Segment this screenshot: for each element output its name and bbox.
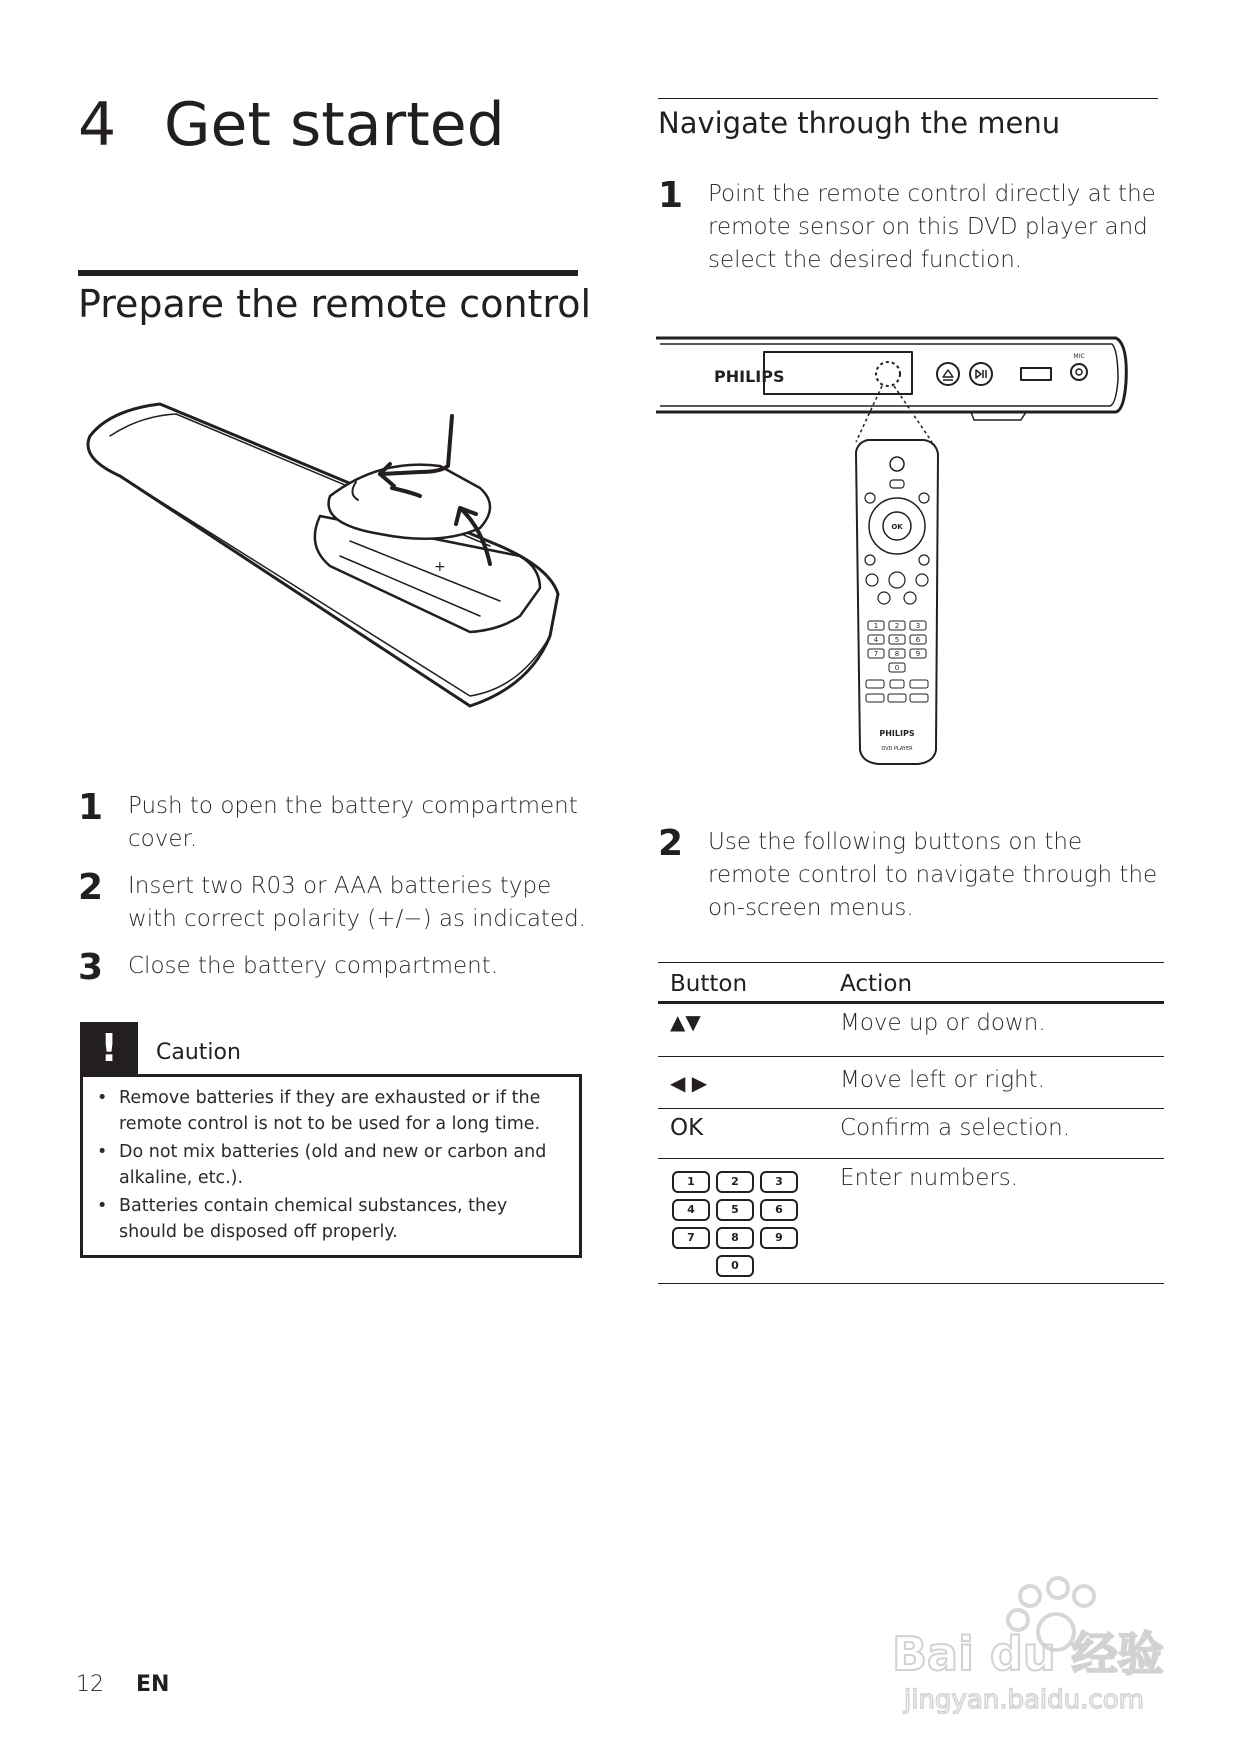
step-text: Push to open the battery compartment cover. [128,793,578,852]
remote-sensor-icon [876,362,900,386]
step-number: 1 [78,787,104,828]
number-key: 2 [716,1171,754,1193]
remote-key-label: 1 [873,622,879,630]
number-key: 3 [760,1171,798,1193]
remote-zoom-key [866,694,884,702]
caution-bullet-text: Do not mix batteries (old and new or carbon and alkaline, etc.). [119,1142,547,1188]
step-number: 3 [78,947,104,988]
remote-usb-icon [878,592,890,604]
remote-subtitle-key [866,680,884,688]
remote-vocal-key [888,694,906,702]
remote-eject-icon [890,480,904,488]
number-keypad-icon [670,1165,816,1277]
number-key: 6 [760,1199,798,1221]
nav-step-1 [658,175,1158,277]
chapter-number: 4 [78,90,117,160]
step-3 [78,947,588,988]
bullet-dot-icon: • [97,1088,108,1108]
step-1 [78,787,588,856]
remote-key-label: 8 [894,650,900,658]
remote-outline [856,440,938,764]
eject-button-icon [937,363,959,385]
left-right-arrows-icon: ◀ ▶ [670,1071,708,1095]
usb-port-icon [1021,368,1051,380]
step-2 [78,867,588,936]
remote-ok-label: OK [891,523,903,531]
remote-key-label: 6 [915,636,921,644]
up-down-arrows-icon: ▲▼ [670,1010,701,1034]
page-language: EN [136,1672,170,1697]
page-number: 12 [76,1672,104,1697]
paw-toe-2 [1048,1578,1068,1598]
remote-key-label: 3 [915,622,921,630]
table-header-button: Button [670,971,748,997]
step-text: Insert two R03 or AAA batteries type with correct polarity (+/−) as indicated. [128,873,587,932]
step-text: Point the remote control directly at the remote sensor on this DVD player and select the desired function. [708,181,1156,273]
number-key: 4 [672,1199,710,1221]
table-header-row [658,963,1164,1003]
section-rule [78,270,578,276]
step-text: Use the following buttons on the remote control to navigate through the on-screen menus. [708,829,1158,921]
remote-zero-key [890,680,904,688]
caution-bullet-text: Remove batteries if they are exhausted or if the remote control is not to be used for a long time. [119,1088,541,1134]
remote-key-label: 9 [915,650,921,658]
section-rule [658,98,1158,99]
remote-audio-key [910,680,928,688]
mic-label: MIC [1073,353,1085,360]
step-number: 2 [658,823,684,864]
number-key: 7 [672,1227,710,1249]
remote-info-icon [919,555,929,565]
table-header-action: Action [840,971,913,997]
left-steps [78,787,588,988]
remote-brand-logo: PHILIPS [879,729,915,738]
remote-key-label: 0 [894,664,900,672]
section-title-prepare: Prepare the remote control [78,282,592,326]
caution-box [80,1074,582,1258]
step-number: 1 [658,175,684,216]
step-number: 2 [78,867,104,908]
caution-bullet [97,1139,561,1191]
player-brand-logo: PHILIPS [714,367,785,386]
number-key: 8 [716,1227,754,1249]
remote-keypad [868,621,926,672]
player-remote-illustration [656,330,1136,770]
watermark-line1: Bai du 经验 [892,1627,1164,1681]
caution-label: Caution [156,1040,241,1065]
remote-back-icon [865,555,875,565]
caution-bullet [97,1085,561,1137]
baidu-watermark-logo [880,1560,1180,1720]
battery-cover [329,465,490,539]
play-pause-glyph [976,370,986,378]
polarity-plus: + [434,559,446,575]
caution-header [80,1022,580,1078]
remote-key-label: 2 [894,622,900,630]
table-row [658,1159,1164,1284]
nav-step-2 [658,823,1158,925]
chapter-title: Get started [164,90,505,160]
caution-icon: ! [80,1022,138,1074]
number-key: 1 [672,1171,710,1193]
table-cell-action: Move up or down. [840,1010,1046,1036]
table-row [658,1057,1164,1109]
bullet-dot-icon: • [97,1196,108,1216]
number-key: 5 [716,1199,754,1221]
eject-glyph [943,370,953,380]
remote-play-icon [889,572,905,588]
remote-key-label: 5 [894,636,900,644]
caution-bullet-text: Batteries contain chemical substances, they should be disposed off properly. [119,1196,508,1242]
number-key: 9 [760,1227,798,1249]
navigation-button-table [658,962,1164,1284]
mic-jack-inner [1076,369,1082,375]
table-cell-action: Move left or right. [840,1067,1045,1093]
section-title-navigate: Navigate through the menu [658,106,1061,140]
remote-options-icon [919,493,929,503]
number-keys-cell [658,1159,828,1284]
paw-toe-1 [1020,1586,1040,1606]
watermark-line2: jingyan.baidu.com [904,1685,1144,1715]
caution-bullet [97,1193,561,1245]
remote-power-icon [890,457,904,471]
paw-toe-3 [1074,1586,1094,1606]
number-key: 0 [716,1255,754,1277]
remote-key-label: 7 [873,650,879,658]
remote-home-icon [865,493,875,503]
table-cell-action: Enter numbers. [840,1165,1019,1191]
player-display [764,352,912,394]
remote-stop-icon [904,592,916,604]
ok-button-label: OK [670,1115,704,1141]
table-row [658,1109,1164,1159]
table-row [658,1003,1164,1057]
remote-karaoke-key [910,694,928,702]
battery-illustration [80,396,580,716]
remote-prev-icon [866,574,878,586]
remote-model-label: DVD PLAYER [881,746,913,752]
table-cell-action: Confirm a selection. [840,1115,1071,1141]
mic-jack-icon [1071,364,1087,380]
bullet-dot-icon: • [97,1142,108,1162]
remote-key-label: 4 [873,636,879,644]
remote-next-icon [916,574,928,586]
step-text: Close the battery compartment. [128,953,499,979]
